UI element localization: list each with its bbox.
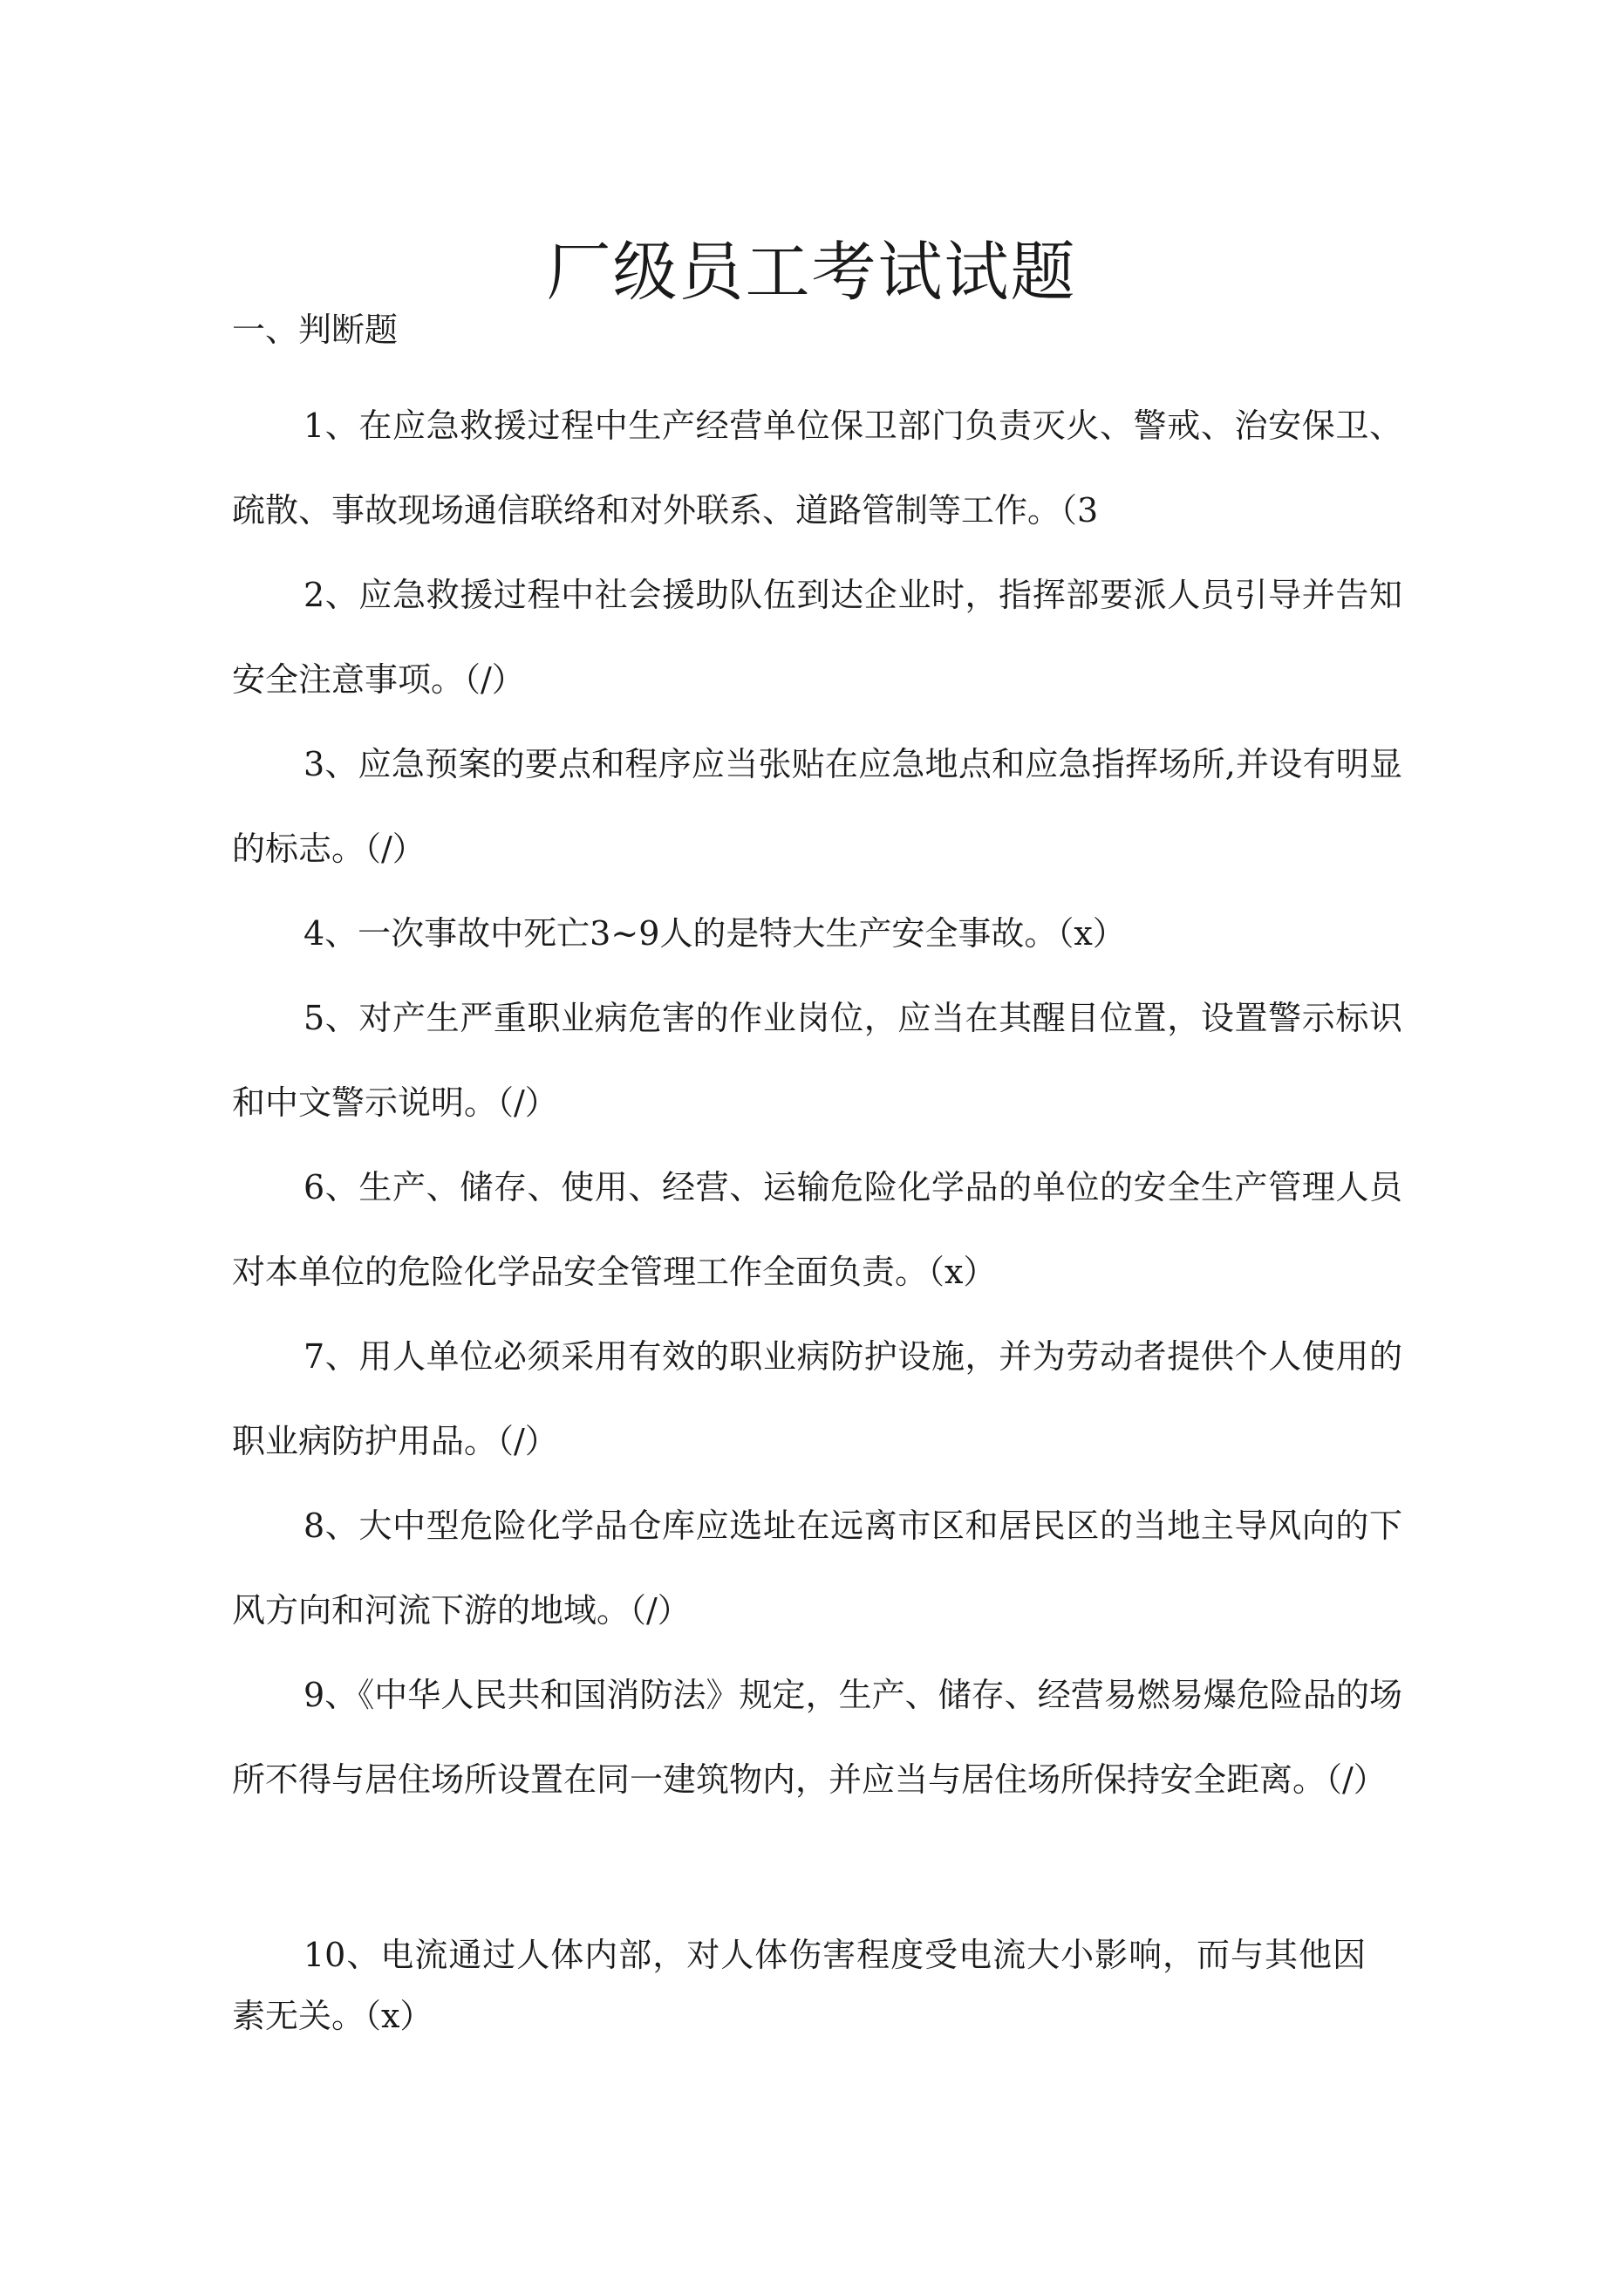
question-10: 10、电流通过人体内部，对人体伤害程度受电流大小影响，而与其他因素无关。（x）: [232, 1936, 1366, 2035]
question-1: 1、在应急救援过程中生产经营单位保卫部门负责灭火、警戒、治安保卫、疏散、事故现场通信联络和对外联系、道路管制等工作。（3: [232, 407, 1402, 530]
question-6: 6、生产、储存、使用、经营、运输危险化学品的单位的安全生产管理人员对本单位的危险化学品安全管理工作全面负责。（x）: [232, 1168, 1402, 1291]
question-2: 2、应急救援过程中社会援助队伍到达企业时，指挥部要派人员引导并告知安全注意事项。（/）: [232, 576, 1402, 699]
question-8: 8、大中型危险化学品仓库应选址在远离市区和居民区的当地主导风向的下风方向和河流下游的地域。（/）: [232, 1507, 1402, 1630]
question-5: 5、对产生严重职业病危害的作业岗位，应当在其醒目位置，设置警示标识和中文警示说明。（/）: [232, 999, 1402, 1122]
question-3: 3、应急预案的要点和程序应当张贴在应急地点和应急指挥场所,并设有明显的标志。（/）: [232, 745, 1402, 868]
page-title: 厂级员工考试试题: [546, 234, 1077, 310]
question-9: 9、《中华人民共和国消防法》规定，生产、储存、经营易燃易爆危险品的场所不得与居住场所设置在同一建筑物内，并应当与居住场所保持安全距离。（/）: [232, 1676, 1402, 1799]
section-heading: 一、判断题: [232, 311, 399, 349]
question-7: 7、用人单位必须采用有效的职业病防护设施，并为劳动者提供个人使用的职业病防护用品。（/）: [232, 1337, 1402, 1460]
question-4: 4、一次事故中死亡3~9人的是特大生产安全事故。（x）: [303, 914, 1126, 953]
